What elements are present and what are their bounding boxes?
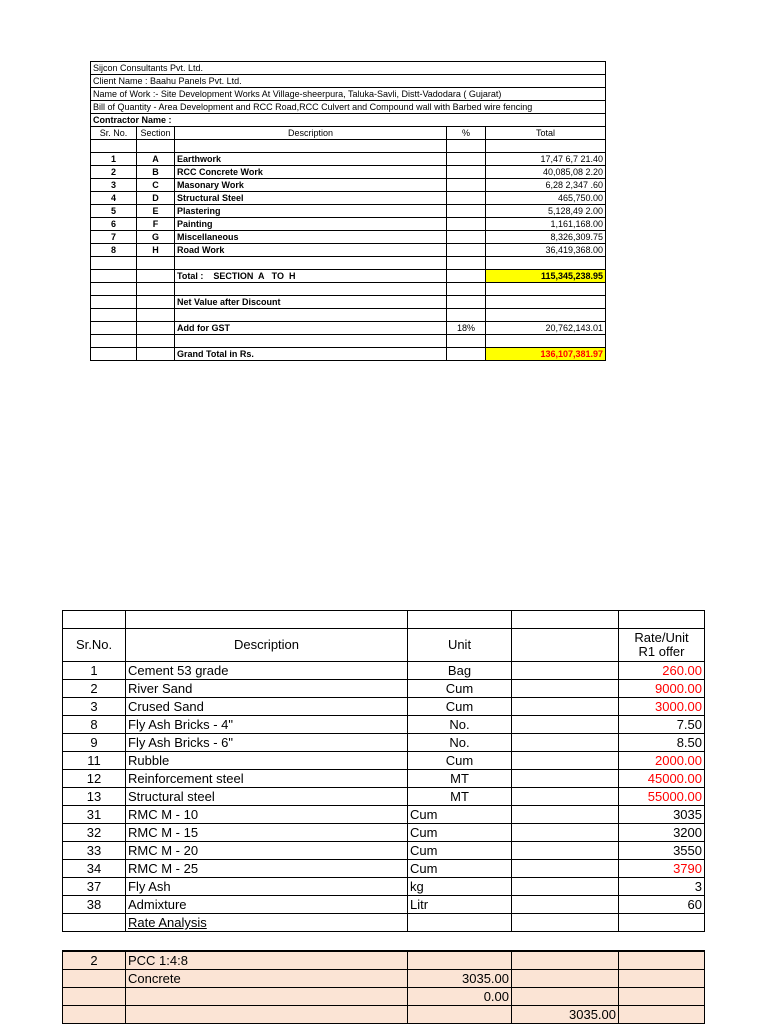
blank-row — [63, 611, 705, 629]
rate-empty — [512, 806, 619, 824]
rate-empty — [512, 842, 619, 860]
rate-value: 3790 — [619, 860, 705, 878]
col-description: Description — [175, 127, 447, 140]
rate-value: 260.00 — [619, 662, 705, 680]
rate-unit: kg — [408, 878, 512, 896]
table-row: 4 D Structural Steel 465,750.00 — [91, 192, 606, 205]
rate-value: 7.50 — [619, 716, 705, 734]
gst-row — [91, 322, 606, 335]
rate-empty — [512, 860, 619, 878]
rate-analysis-row — [63, 914, 705, 932]
rate-description: River Sand — [126, 680, 408, 698]
boq-title: Bill of Quantity - Area Development and RCC Road,RCC Culvert and Compound wall with Barbed wire fencing — [91, 101, 606, 114]
rate-sr: 31 — [63, 806, 126, 824]
rate-unit: Cum — [408, 752, 512, 770]
work-name: Name of Work :- Site Development Works At Village-sheerpura, Taluka-Savli, Distt-Vadodara ( Gujarat) — [91, 88, 606, 101]
summary-table — [90, 61, 606, 361]
rate-sr: 1 — [63, 662, 126, 680]
rate-unit: Litr — [408, 896, 512, 914]
table-row — [63, 878, 705, 896]
rate-empty — [512, 824, 619, 842]
table-row: 6 F Painting 1,161,168.00 — [91, 218, 606, 231]
col-unit: Unit — [408, 629, 512, 662]
col-total: Total — [486, 127, 606, 140]
blank-row — [91, 309, 606, 322]
rate-empty — [512, 896, 619, 914]
col-sr: Sr. No. — [91, 127, 137, 140]
rate-unit: Cum — [408, 842, 512, 860]
table-row — [63, 896, 705, 914]
table-row — [63, 680, 705, 698]
rate-empty — [512, 662, 619, 680]
rate-unit: Cum — [408, 824, 512, 842]
rate-description: Fly Ash Bricks - 6" — [126, 734, 408, 752]
grand-total-label: Grand Total in Rs. — [175, 348, 447, 361]
rate-unit: Cum — [408, 680, 512, 698]
table-row: 2 B RCC Concrete Work 40,085,08 2.20 — [91, 166, 606, 179]
rate-sr: 3 — [63, 698, 126, 716]
grand-total-value: 136,107,381.97 — [486, 348, 606, 361]
rate-value: 3 — [619, 878, 705, 896]
table-row — [63, 770, 705, 788]
blank-row — [91, 283, 606, 296]
pcc-subtotal-value: 3035.00 — [512, 1006, 619, 1024]
col-sr: Sr.No. — [63, 629, 126, 662]
blank-row — [91, 140, 606, 153]
pcc-concrete-row — [63, 970, 705, 988]
table-row — [63, 788, 705, 806]
rate-empty — [512, 680, 619, 698]
pcc-concrete-label: Concrete — [126, 970, 408, 988]
col-section: Section — [137, 127, 175, 140]
rate-unit: Cum — [408, 806, 512, 824]
rate-sr: 37 — [63, 878, 126, 896]
rate-description: Crused Sand — [126, 698, 408, 716]
rate-sr: 34 — [63, 860, 126, 878]
rate-empty — [512, 752, 619, 770]
summary-header-row — [91, 127, 606, 140]
table-row — [63, 860, 705, 878]
total-label: Total : SECTION A TO H — [175, 270, 447, 283]
table-row: 5 E Plastering 5,128,49 2.00 — [91, 205, 606, 218]
rate-empty — [512, 716, 619, 734]
rate-unit: Cum — [408, 698, 512, 716]
table-row — [63, 824, 705, 842]
blank-row — [91, 257, 606, 270]
rate-sr: 2 — [63, 680, 126, 698]
rates-header-row — [63, 629, 705, 662]
table-row — [63, 806, 705, 824]
table-row: 8 H Road Work 36,419,368.00 — [91, 244, 606, 257]
col-rate: Rate/Unit R1 offer — [619, 629, 705, 662]
table-row — [63, 698, 705, 716]
rate-description: Rubble — [126, 752, 408, 770]
col-description: Description — [126, 629, 408, 662]
blank-row — [91, 335, 606, 348]
gst-value: 20,762,143.01 — [486, 322, 606, 335]
pcc-concrete-value: 3035.00 — [408, 970, 512, 988]
total-value: 115,345,238.95 — [486, 270, 606, 283]
rate-sr: 33 — [63, 842, 126, 860]
pcc-zero-row — [63, 988, 705, 1006]
rate-value: 3035 — [619, 806, 705, 824]
rate-unit: No. — [408, 716, 512, 734]
rate-description: RMC M - 10 — [126, 806, 408, 824]
rate-empty — [512, 770, 619, 788]
rate-sr: 32 — [63, 824, 126, 842]
rate-value: 3000.00 — [619, 698, 705, 716]
company-name: Sijcon Consultants Pvt. Ltd. — [91, 62, 606, 75]
rate-unit: MT — [408, 788, 512, 806]
table-row: 1 A Earthwork 17,47 6,7 21.40 — [91, 153, 606, 166]
pcc-zero-value: 0.00 — [408, 988, 512, 1006]
gst-label: Add for GST — [175, 322, 447, 335]
table-row: 3 C Masonary Work 6,28 2,347 .60 — [91, 179, 606, 192]
rate-sr: 9 — [63, 734, 126, 752]
rate-sr: 13 — [63, 788, 126, 806]
rate-value: 3550 — [619, 842, 705, 860]
table-row — [63, 752, 705, 770]
rate-empty — [512, 878, 619, 896]
rate-value: 55000.00 — [619, 788, 705, 806]
rate-value: 2000.00 — [619, 752, 705, 770]
pcc-title: PCC 1:4:8 — [126, 951, 408, 970]
rate-description: Fly Ash Bricks - 4" — [126, 716, 408, 734]
gst-percent: 18% — [447, 322, 486, 335]
rate-unit: Bag — [408, 662, 512, 680]
rate-sr: 12 — [63, 770, 126, 788]
client-name: Client Name : Baahu Panels Pvt. Ltd. — [91, 75, 606, 88]
rate-empty — [512, 698, 619, 716]
rate-description: Reinforcement steel — [126, 770, 408, 788]
pcc-table — [62, 950, 705, 1024]
pcc-subtotal-row — [63, 1006, 705, 1024]
rate-description: RMC M - 25 — [126, 860, 408, 878]
rate-value: 3200 — [619, 824, 705, 842]
grand-total-row — [91, 348, 606, 361]
table-row: 7 G Miscellaneous 8,326,309.75 — [91, 231, 606, 244]
rate-description: Admixture — [126, 896, 408, 914]
rate-unit: MT — [408, 770, 512, 788]
rate-value: 60 — [619, 896, 705, 914]
rate-description: RMC M - 20 — [126, 842, 408, 860]
rate-analysis-label: Rate Analysis — [126, 914, 408, 932]
rate-sr: 8 — [63, 716, 126, 734]
col-percent: % — [447, 127, 486, 140]
pcc-sr: 2 — [63, 951, 126, 970]
rate-value: 8.50 — [619, 734, 705, 752]
pcc-title-row — [63, 951, 705, 970]
table-row — [63, 734, 705, 752]
rate-description: RMC M - 15 — [126, 824, 408, 842]
rate-value: 9000.00 — [619, 680, 705, 698]
rate-unit: Cum — [408, 860, 512, 878]
rate-unit: No. — [408, 734, 512, 752]
rate-sr: 11 — [63, 752, 126, 770]
rate-empty — [512, 788, 619, 806]
net-label: Net Value after Discount — [175, 296, 447, 309]
rate-description: Cement 53 grade — [126, 662, 408, 680]
rate-description: Fly Ash — [126, 878, 408, 896]
net-row — [91, 296, 606, 309]
rate-empty — [512, 734, 619, 752]
table-row — [63, 716, 705, 734]
rate-description: Structural steel — [126, 788, 408, 806]
table-row — [63, 842, 705, 860]
contractor-name: Contractor Name : — [91, 114, 606, 127]
rates-table — [62, 610, 705, 932]
rate-value: 45000.00 — [619, 770, 705, 788]
rate-sr: 38 — [63, 896, 126, 914]
table-row — [63, 662, 705, 680]
total-row — [91, 270, 606, 283]
